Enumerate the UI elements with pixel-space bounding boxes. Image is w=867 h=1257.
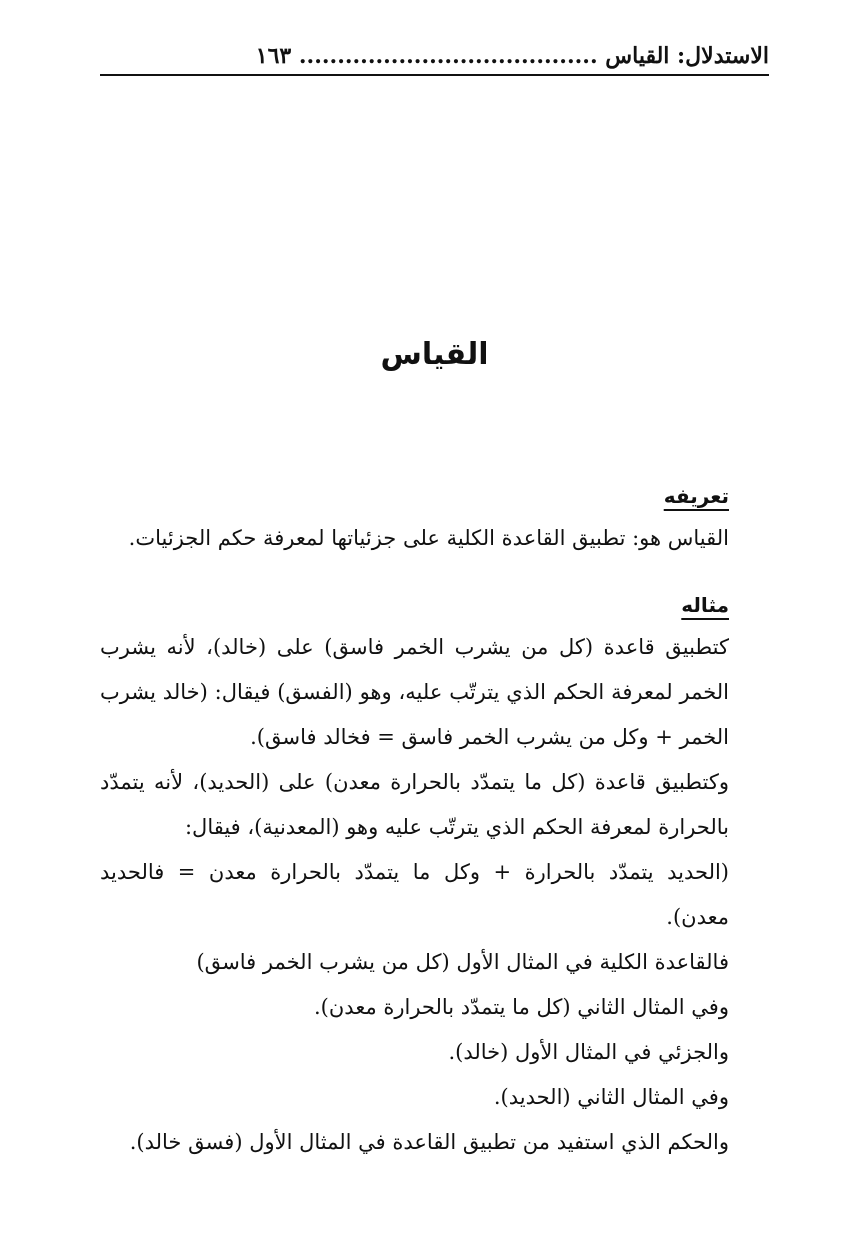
summary-item: وفي المثال الثاني (الحديد). — [493, 1085, 729, 1109]
example-paragraph-3: (الحديد يتمدّد بالحرارة + وكل ما يتمدّد بالحرارة معدن = فالحديد معدن). — [100, 860, 729, 929]
example-paragraph-1: كتطبيق قاعدة (كل من يشرب الخمر فاسق) على (خالد)، لأنه يشرب الخمر لمعرفة الحكم الذي يترتّب عليه، وهو (الفسق) فيقال: (خالد يشرب الخمر + وكل من يشرب الخمر فاسق = فخالد فاسق). — [100, 635, 729, 749]
summary-item: والحكم الذي استفيد من تطبيق القاعدة في المثال الأول (فسق خالد). — [129, 1130, 729, 1154]
running-header: الاستدلال: القياس ....................................... ١٦٣ — [100, 38, 769, 76]
example-paragraph-2: وكتطبيق قاعدة (كل ما يتمدّد بالحرارة معدن) على (الحديد)، لأنه يتمدّد بالحرارة لمعرفة الحكم الذي يترتّب عليه وهو (المعدنية)، فيقال: — [100, 770, 729, 839]
summary-item: وفي المثال الثاني (كل ما يتمدّد بالحرارة معدن). — [314, 995, 729, 1019]
summary-list — [100, 940, 729, 1165]
definition-text: القياس هو: تطبيق القاعدة الكلية على جزئياتها لمعرفة حكم الجزئيات. — [128, 526, 729, 550]
summary-item: فالقاعدة الكلية في المثال الأول (كل من يشرب الخمر فاسق) — [196, 950, 729, 974]
definition-heading: تعريفه — [663, 484, 729, 508]
summary-item: والجزئي في المثال الأول (خالد). — [448, 1040, 729, 1064]
example-heading: مثاله — [681, 593, 729, 617]
chapter-title: القياس — [380, 337, 489, 372]
page-body — [100, 476, 729, 1165]
section-gap — [100, 561, 729, 585]
